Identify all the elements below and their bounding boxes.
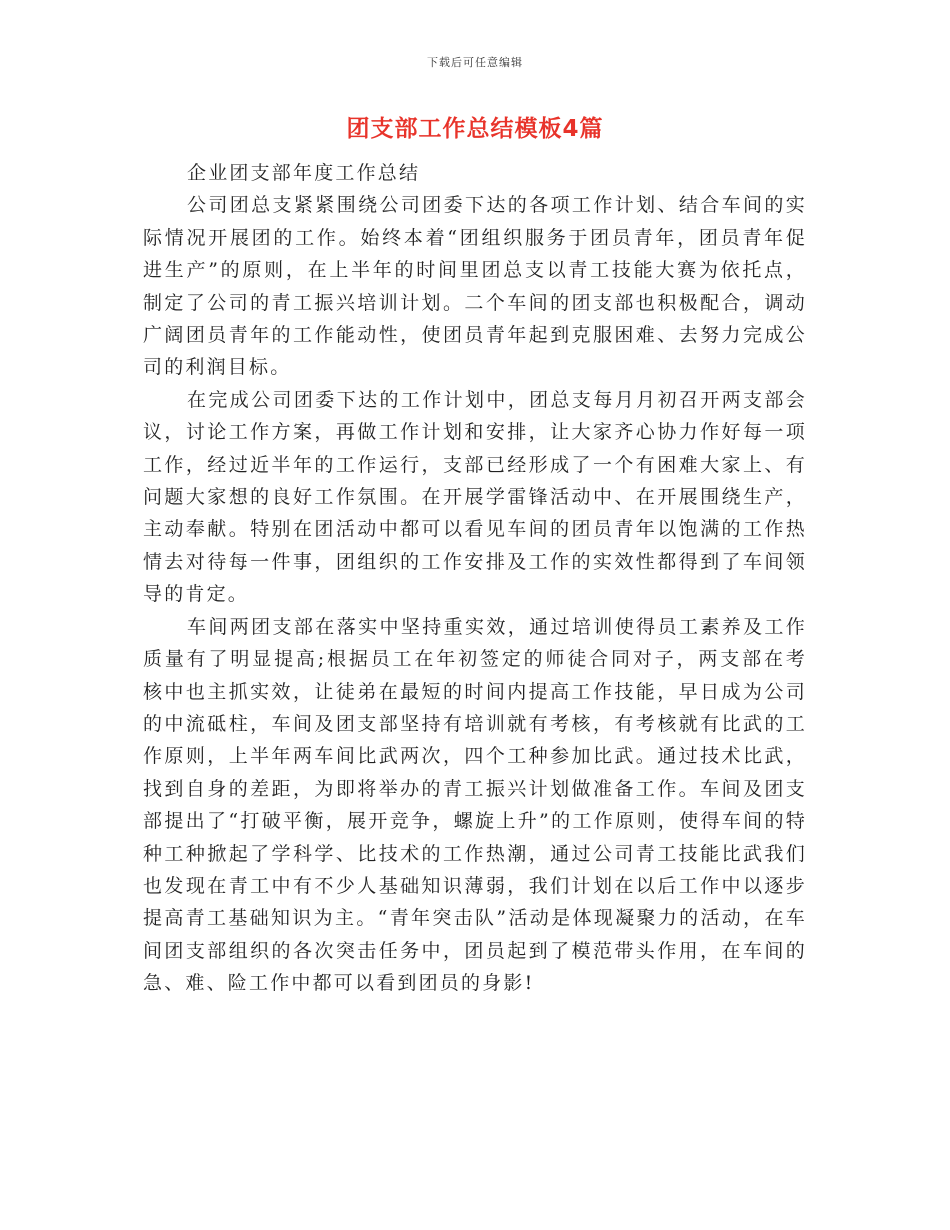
paragraph-2: 在完成公司团委下达的工作计划中，团总支每月月初召开两支部会议，讨论工作方案，再做工作计划和安排，让大家齐心协力作好每一项工作，经过近半年的工作运行，支部已经形成了一个有困难大家上、有问题大家想的良好工作氛围。在开展学雷锋活动中、在开展围绕生产，主动奉献。特别在团活动中都可以看见车间的团员青年以饱满的工作热情去对待每一件事，团组织的工作安排及工作的实效性都得到了车间领导的肯定。 — [143, 388, 807, 606]
paragraph-1: 公司团总支紧紧围绕公司团委下达的各项工作计划、结合车间的实际情况开展团的工作。始终本着“团组织服务于团员青年，团员青年促进生产”的原则，在上半年的时间里团总支以青工技能大赛为依托点，制定了公司的青工振兴培训计划。二个车间的团支部也积极配合，调动广阔团员青年的工作能动性，使团员青年起到克服困难、去努力完成公司的利润目标。 — [143, 194, 807, 379]
header-note: 下载后可任意编辑 — [427, 56, 523, 69]
document-subtitle: 企业团支部年度工作总结 — [187, 162, 421, 184]
paragraph-3: 车间两团支部在落实中坚持重实效，通过培训使得员工素养及工作质量有了明显提高;根据员工在年初签定的师徒合同对子，两支部在考核中也主抓实效，让徒弟在最短的时间内提高工作技能，早日成为公司的中流砥柱，车间及团支部坚持有培训就有考核，有考核就有比武的工作原则，上半年两车间比武两次，四个工种参加比武。通过技术比武，找到自身的差距，为即将举办的青工振兴计划做准备工作。车间及团支部提出了“打破平衡，展开竞争，螺旋上升”的工作原则，使得车间的特种工种掀起了学科学、比技术的工作热潮，通过公司青工技能比武我们也发现在青工中有不少人基础知识薄弱，我们计划在以后工作中以逐步提高青工基础知识为主。“青年突击队”活动是体现凝聚力的活动，在车间团支部组织的各次突击任务中，团员起到了模范带头作用，在车间的急、难、险工作中都可以看到团员的身影! — [143, 615, 807, 995]
document-body — [143, 157, 807, 1000]
document-title: 团支部工作总结模板4篇 — [346, 116, 604, 142]
